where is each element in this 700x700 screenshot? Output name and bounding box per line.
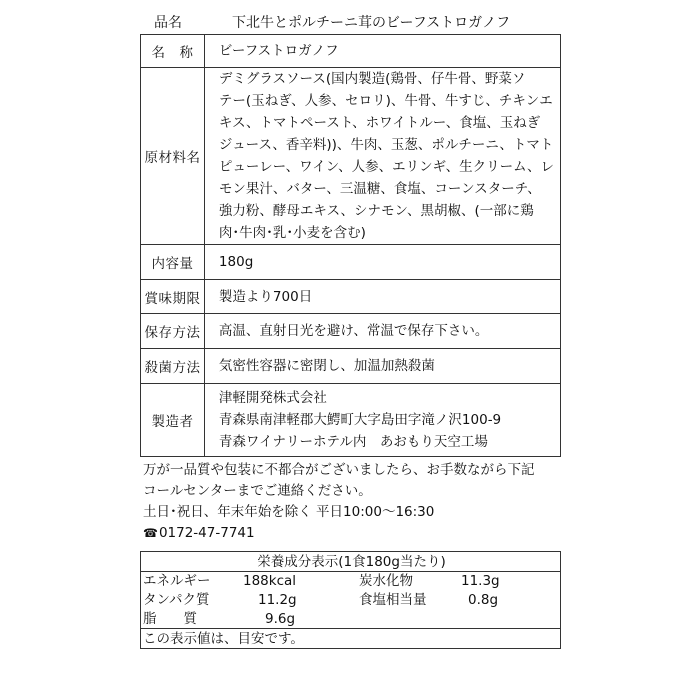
spec-value-content: 180g	[204, 245, 560, 280]
nutrition-carbs-value: 11.3g	[461, 573, 500, 589]
spec-label-name: 名 称	[141, 35, 205, 68]
nutrition-title: 栄養成分表示(1食180g当たり)	[141, 552, 561, 572]
contact-line: 万が一品質や包装に不都合がございましたら、お手数ながら下記	[143, 462, 535, 478]
spec-row-name	[141, 35, 561, 68]
nutrition-note: この表示値は、目安です。	[141, 629, 561, 649]
nutrition-protein-value: 11.2g	[258, 592, 297, 608]
spec-value-expiry: 製造より700日	[204, 280, 560, 314]
ingredients-line: ジュース、香辛料))、牛肉、玉葱、ポルチーニ、トマト	[218, 137, 554, 153]
spec-label-sterilization: 殺菌方法	[141, 349, 205, 384]
product-name-label: 品名	[154, 15, 182, 31]
ingredients-line: デミグラスソース(国内製造(鶏骨、仔牛骨、野菜ソ	[218, 71, 526, 87]
spec-row-ingredients	[141, 68, 561, 245]
nutrition-table	[140, 551, 561, 649]
contact-line: コールセンターまでご連絡ください。	[143, 483, 372, 499]
ingredients-line: キス、トマトペースト、ホワイトルー、食塩、玉ねぎ	[218, 115, 541, 131]
spec-label-content: 内容量	[141, 245, 205, 280]
nutrition-protein-label: タンパク質	[143, 592, 210, 608]
product-spec-table	[140, 34, 561, 457]
phone-icon: ☎	[143, 526, 158, 540]
spec-value-manufacturer	[204, 384, 560, 457]
spec-label-manufacturer: 製造者	[141, 384, 205, 457]
manufacturer-line: 青森県南津軽郡大鰐町大字島田字滝ノ沢100-9	[218, 412, 502, 428]
nutrition-energy-label: エネルギー	[143, 573, 211, 589]
contact-line: 土日･祝日、年末年始を除く 平日10:00～16:30	[143, 504, 435, 520]
ingredients-line: 肉･牛肉･乳･小麦を含む)	[218, 225, 366, 241]
manufacturer-line: 青森ワイナリーホテル内 あおもり天空工場	[218, 434, 488, 450]
nutrition-energy-value: 188kcal	[243, 573, 297, 589]
spec-row-manufacturer	[141, 384, 561, 457]
spec-row-expiry	[141, 280, 561, 314]
spec-label-ingredients: 原材料名	[141, 68, 205, 245]
nutrition-carbs-label: 炭水化物	[359, 573, 413, 589]
product-name-value: 下北牛とポルチーニ茸のビーフストロガノフ	[232, 15, 511, 31]
nutrition-salt-label: 食塩相当量	[359, 592, 427, 608]
nutrition-fat-value: 9.6g	[265, 611, 296, 627]
spec-value-sterilization: 気密性容器に密閉し、加温加熱殺菌	[204, 349, 560, 384]
spec-label-expiry: 賞味期限	[141, 280, 205, 314]
nutrition-fat-label: 脂 質	[143, 611, 197, 627]
ingredients-line: テー(玉ねぎ、人参、セロリ)、牛骨、牛すじ、チキンエ	[218, 93, 553, 109]
nutrition-salt-value: 0.8g	[468, 592, 499, 608]
spec-row-storage	[141, 314, 561, 349]
phone-line	[143, 523, 563, 544]
spec-row-sterilization	[141, 349, 561, 384]
spec-value-ingredients	[204, 68, 560, 245]
product-name-row	[140, 12, 560, 34]
ingredients-line: 強力粉、酵母エキス、シナモン、黒胡椒、(一部に鶏	[218, 203, 534, 219]
spec-row-content	[141, 245, 561, 280]
contact-info	[143, 460, 563, 544]
nutrition-body	[141, 572, 561, 629]
spec-label-storage: 保存方法	[141, 314, 205, 349]
spec-value-storage: 高温、直射日光を避け、常温で保存下さい。	[204, 314, 560, 349]
manufacturer-line: 津軽開発株式会社	[218, 390, 327, 406]
phone-number: 0172-47-7741	[158, 525, 255, 541]
ingredients-line: モン果汁、バター、三温糖、食塩、コーンスターチ、	[218, 181, 541, 197]
ingredients-line: ピューレー、ワイン、人参、エリンギ、生クリーム、レ	[218, 159, 554, 175]
spec-value-name: ビーフストロガノフ	[204, 35, 560, 68]
